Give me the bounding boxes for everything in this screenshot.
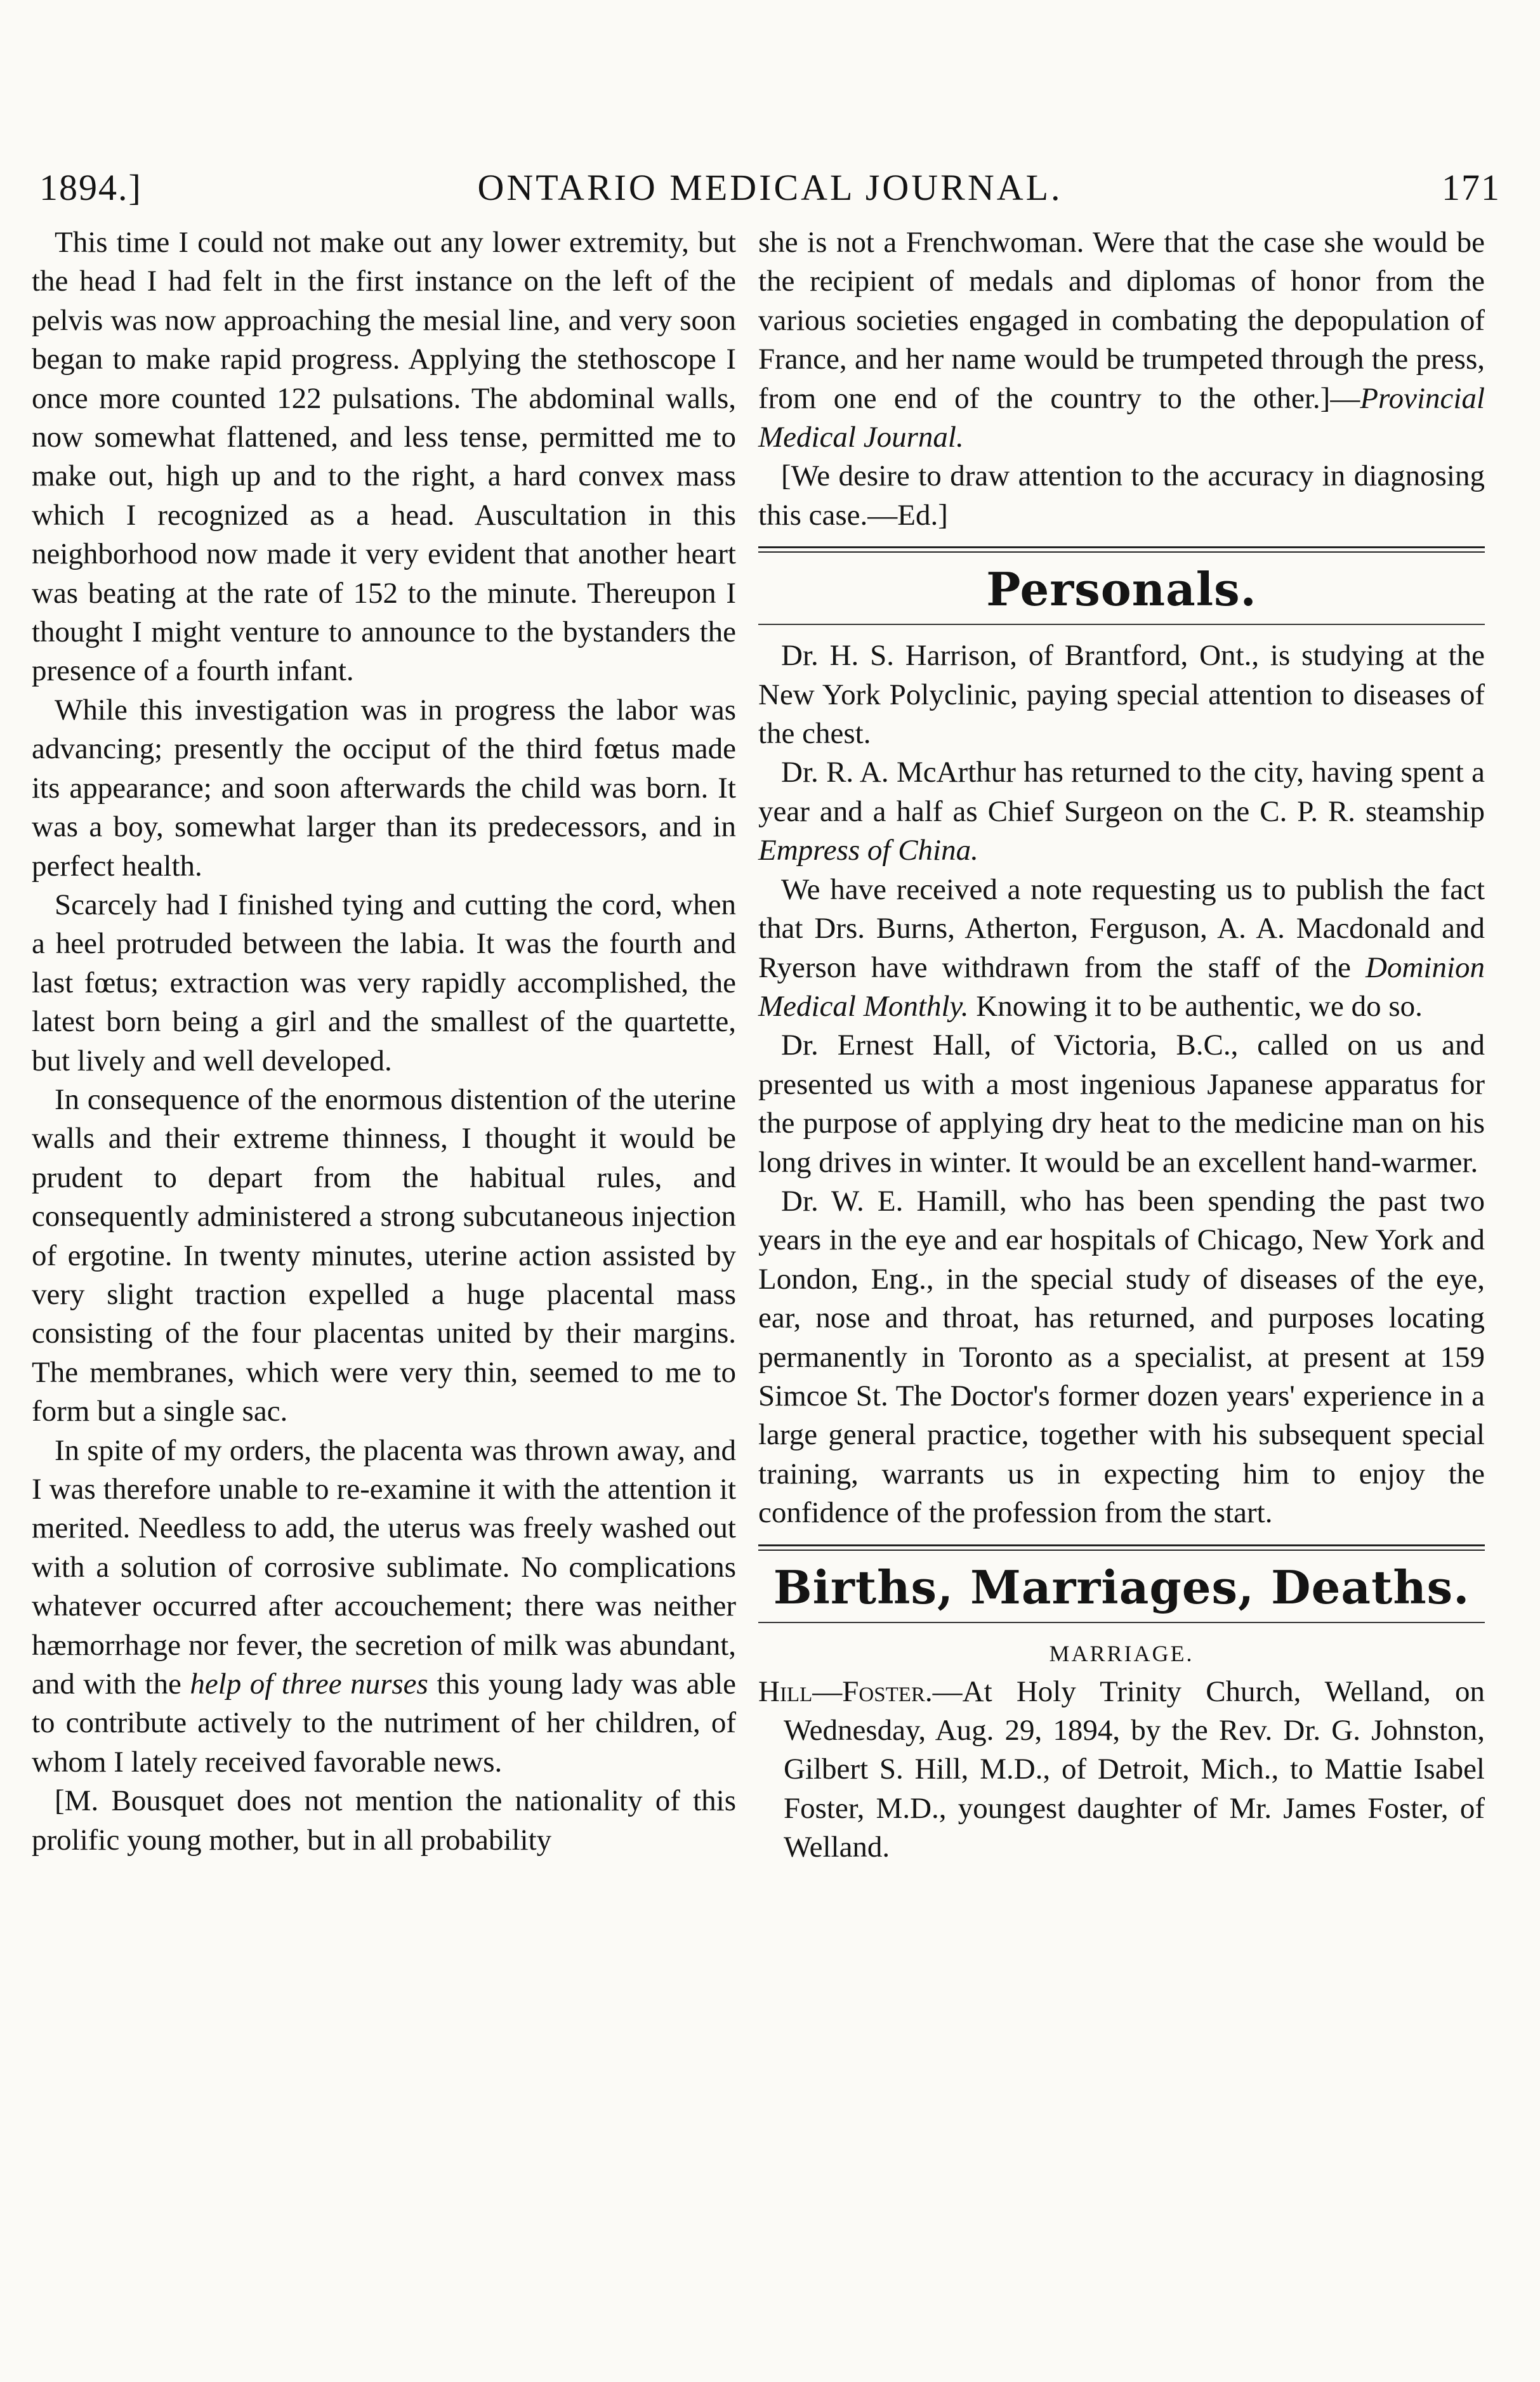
personal-item: Dr. H. S. Harrison, of Brantford, Ont., is studying at the New York Polyclinic, paying special attention to diseases of the chest.	[758, 639, 1485, 751]
marriage-text: —At Holy Trinity Church, Welland, on Wednesday, Aug. 29, 1894, by the Rev. Dr. G. Johnston, Gilbert S. Hill, M.D., of Detroit, Mich., to Mattie Isabel Foster, M.D., youngest daughter of Mr. James Foster, of Welland.	[784, 1675, 1485, 1864]
right-column	[758, 223, 1485, 1867]
personal-item	[758, 871, 1485, 1027]
article-paragraph: This time I could not make out any lower extremity, but the head I had felt in the first instance on the left of the pelvis was now approaching the mesial line, and very soon began to make rapid progress. Applying the stethoscope I once more counted 122 pulsations. The abdominal walls, now somewhat flattened, and less tense, permitted me to make out, high up and to the right, a hard convex mass which I recognized as a head. Auscultation in this neighborhood now made it very evident that another heart was beating at the rate of 152 to the minute. Thereupon I thought I might venture to announce to the bystanders the presence of a fourth infant.	[32, 226, 736, 688]
italic-phrase: help of three nurses	[190, 1668, 428, 1701]
marriage-label: MARRIAGE.	[1049, 1640, 1194, 1666]
personal-item: Dr. Ernest Hall, of Victoria, B.C., called on us and presented us with a most ingenious Japanese apparatus for the purpose of applying dry heat to the medicine man on his long drives in winter. It would be an excellent hand-warmer.	[758, 1029, 1485, 1179]
article-paragraph	[32, 1431, 736, 1782]
page-number: 171	[1442, 167, 1501, 208]
marriage-notice	[758, 1673, 1485, 1867]
paragraph-text: Dr. R. A. McArthur has returned to the city, having spent a year and a half as Chief Surgeon on the C. P. R. steamship	[758, 756, 1485, 828]
marriage-names: Hill—Foster.	[758, 1675, 933, 1708]
journal-title: ONTARIO MEDICAL JOURNAL.	[477, 167, 1063, 208]
article-paragraph: Scarcely had I finished tying and cutting the cord, when a heel protruded between the labia. It was the fourth and last fœtus; extraction was very rapidly accomplished, the latest born being a girl and the smallest of the quartette, but lively and well developed.	[32, 888, 736, 1077]
personal-item	[758, 753, 1485, 870]
paragraph-text: this young lady was able to contribute actively to the nutriment of her children, of whom I lately received favorable news.	[32, 1668, 736, 1779]
source-citation: Provincial Medical Journal.	[758, 381, 1485, 454]
article-paragraph: While this investigation was in progress the labor was advancing; presently the occiput of the third fœtus made its appearance; and soon afterwards the child was born. It was a boy, somewhat larger than its predecessors, and in perfect health.	[32, 693, 736, 883]
heading-rule	[758, 1622, 1485, 1623]
publication-name: Dominion Medical Monthly.	[758, 951, 1485, 1023]
section-divider	[758, 1544, 1485, 1551]
article-paragraph: In consequence of the enormous distention of the uterine walls and their extreme thinness, I thought it would be prudent to depart from the habitual rules, and consequently administered a strong subcutaneous injection of ergotine. In twenty minutes, uterine action assisted by very slight traction expelled a huge placental mass consisting of the four placentas united by their margins. The membranes, which were very thin, seemed to me to form but a single sac.	[32, 1082, 736, 1428]
paragraph-text: Knowing it to be authentic, we do so.	[968, 989, 1423, 1023]
paragraph-text: she is not a Frenchwoman. Were that the case she would be the recipient of medals and diplomas of honor from the various societies engaged in combating the depopulation of France, and her name would be trumpeted through the press, from one end of the country to the other.]—	[758, 226, 1485, 415]
left-column	[32, 223, 736, 1860]
heading-rule	[758, 624, 1485, 625]
paragraph-text: In spite of my orders, the placenta was thrown away, and I was therefore unable to re-examine it with the attention it merited. Needless to add, the uterus was freely washed out with a solution of corrosive sublimate. No complications whatever occurred after accouchement; there was neither hæmorrhage nor fever, the secretion of milk was abundant, and with the	[32, 1433, 736, 1701]
running-head	[39, 166, 1501, 211]
ship-name: Empress of China.	[758, 834, 978, 867]
editorial-bracket-paragraph: [M. Bousquet does not mention the nationality of this prolific young mother, but in all probability	[32, 1784, 736, 1857]
personal-item: Dr. W. E. Hamill, who has been spending the past two years in the eye and ear hospitals of Chicago, New York and London, Eng., in the special study of diseases of the eye, ear, nose and throat, has returned, and purposes locating permanently in Toronto as a specialist, at present at 159 Simcoe St. The Doctor's former dozen years' experience in a large general practice, together with his subsequent special training, warrants us in expecting him to enjoy the confidence of the profession from the start.	[758, 1184, 1485, 1530]
editor-note: [We desire to draw attention to the accuracy in diagnosing this case.—Ed.]	[758, 459, 1485, 532]
personals-heading: Personals.	[986, 562, 1257, 617]
section-divider	[758, 546, 1485, 553]
article-continuation	[758, 223, 1485, 457]
header-year: 1894.]	[39, 167, 142, 208]
bmd-heading: Births, Marriages, Deaths.	[773, 1560, 1470, 1614]
paragraph-text: We have received a note requesting us to publish the fact that Drs. Burns, Atherton, Ferguson, A. A. Macdonald and Ryerson have withdrawn from the staff of the	[758, 872, 1485, 984]
